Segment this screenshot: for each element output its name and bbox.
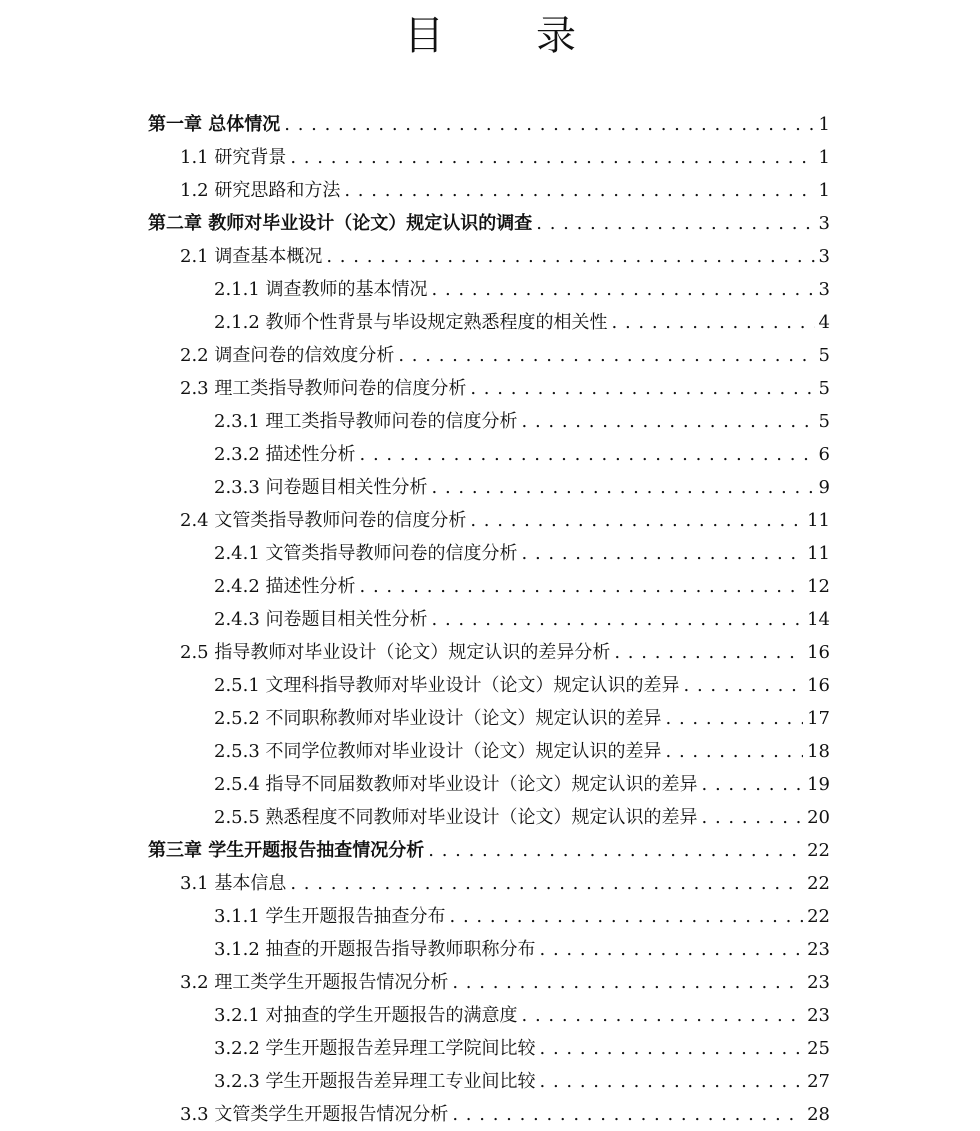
- dot-leader: [614, 636, 803, 669]
- toc-entry-page-number: 23: [807, 939, 830, 960]
- dot-leader: [290, 867, 803, 900]
- dot-leader: [360, 438, 815, 471]
- page-title: [0, 4, 980, 61]
- dot-leader: [432, 603, 804, 636]
- dot-leader: [540, 933, 804, 966]
- toc-entry[interactable]: [0, 999, 980, 1032]
- toc-entry-label: 2.4 文管类指导教师问卷的信度分析: [180, 510, 467, 531]
- toc-entry-page-number: 3: [818, 279, 830, 300]
- toc-entry-label: 3.2.2 学生开题报告差异理工学院间比较: [214, 1038, 536, 1059]
- toc-entry[interactable]: [0, 504, 980, 537]
- toc-entry[interactable]: [0, 141, 980, 174]
- toc-entry-label: 第一章 总体情况: [148, 114, 281, 135]
- toc-entry-page-number: 14: [807, 609, 830, 630]
- toc-entry-page-number: 3: [818, 213, 830, 234]
- toc-entry-label: 1.2 研究思路和方法: [180, 180, 341, 201]
- toc-entry-label: 3.2.3 学生开题报告差异理工专业间比较: [214, 1071, 536, 1092]
- toc-entry-label: 1.1 研究背景: [180, 147, 287, 168]
- toc-entry-label: 第三章 学生开题报告抽查情况分析: [148, 840, 425, 861]
- toc-entry-page-number: 5: [818, 411, 830, 432]
- toc-entry[interactable]: [0, 372, 980, 405]
- toc-entry-label: 2.5.3 不同学位教师对毕业设计（论文）规定认识的差异: [214, 741, 662, 762]
- toc-entry-page-number: 17: [807, 708, 830, 729]
- toc-entry-page-number: 23: [807, 972, 830, 993]
- dot-leader: [432, 471, 815, 504]
- toc-entry-page-number: 22: [807, 906, 830, 927]
- toc-entry[interactable]: [0, 801, 980, 834]
- toc-entry-label: 2.5.4 指导不同届数教师对毕业设计（论文）规定认识的差异: [214, 774, 698, 795]
- toc-entry-page-number: 11: [807, 543, 830, 564]
- toc-entry-page-number: 20: [807, 807, 830, 828]
- toc-entry-label: 3.2 理工类学生开题报告情况分析: [180, 972, 449, 993]
- toc-entry-page-number: 1: [818, 180, 830, 201]
- toc-entry[interactable]: [0, 273, 980, 306]
- dot-leader: [666, 735, 804, 768]
- toc-entry[interactable]: [0, 108, 980, 141]
- toc-entry[interactable]: [0, 669, 980, 702]
- toc-entry[interactable]: [0, 1098, 980, 1131]
- toc-entry-label: 2.4.3 问卷题目相关性分析: [214, 609, 428, 630]
- toc-entry-page-number: 22: [807, 873, 830, 894]
- toc-entry-page-number: 16: [807, 675, 830, 696]
- toc-entry[interactable]: [0, 570, 980, 603]
- toc-entry[interactable]: [0, 867, 980, 900]
- toc-entry-label: 2.5.5 熟悉程度不同教师对毕业设计（论文）规定认识的差异: [214, 807, 698, 828]
- dot-leader: [540, 1032, 804, 1065]
- table-of-contents: [0, 108, 980, 1131]
- dot-leader: [432, 273, 815, 306]
- toc-entry[interactable]: [0, 405, 980, 438]
- dot-leader: [344, 174, 814, 207]
- toc-entry-label: 2.5.2 不同职称教师对毕业设计（论文）规定认识的差异: [214, 708, 662, 729]
- toc-entry-label: 2.4.1 文管类指导教师问卷的信度分析: [214, 543, 518, 564]
- toc-entry-page-number: 23: [807, 1005, 830, 1026]
- toc-entry[interactable]: [0, 834, 980, 867]
- title-char-1: 目: [404, 13, 444, 59]
- dot-leader: [428, 834, 803, 867]
- toc-entry-label: 2.1.2 教师个性背景与毕设规定熟悉程度的相关性: [214, 312, 608, 333]
- toc-entry[interactable]: [0, 735, 980, 768]
- dot-leader: [290, 141, 814, 174]
- dot-leader: [666, 702, 804, 735]
- toc-entry[interactable]: [0, 1032, 980, 1065]
- toc-entry-page-number: 9: [818, 477, 830, 498]
- dot-leader: [452, 966, 803, 999]
- dot-leader: [684, 669, 804, 702]
- dot-leader: [522, 405, 815, 438]
- toc-entry-page-number: 3: [818, 246, 830, 267]
- toc-entry-label: 3.1.2 抽查的开题报告指导教师职称分布: [214, 939, 536, 960]
- dot-leader: [398, 339, 814, 372]
- toc-entry-label: 2.5 指导教师对毕业设计（论文）规定认识的差异分析: [180, 642, 611, 663]
- dot-leader: [702, 801, 804, 834]
- toc-entry[interactable]: [0, 1065, 980, 1098]
- toc-entry-label: 3.3 文管类学生开题报告情况分析: [180, 1104, 449, 1125]
- toc-entry[interactable]: [0, 339, 980, 372]
- title-char-2: 录: [536, 13, 576, 59]
- toc-entry-page-number: 4: [818, 312, 830, 333]
- toc-entry-label: 2.3.1 理工类指导教师问卷的信度分析: [214, 411, 518, 432]
- toc-entry-label: 3.1 基本信息: [180, 873, 287, 894]
- toc-entry[interactable]: [0, 240, 980, 273]
- toc-entry-label: 2.3.2 描述性分析: [214, 444, 356, 465]
- dot-leader: [284, 108, 814, 141]
- dot-leader: [470, 504, 803, 537]
- toc-entry[interactable]: [0, 966, 980, 999]
- toc-entry[interactable]: [0, 768, 980, 801]
- toc-entry-page-number: 22: [807, 840, 830, 861]
- dot-leader: [702, 768, 804, 801]
- toc-entry-page-number: 6: [818, 444, 830, 465]
- toc-entry-page-number: 25: [807, 1038, 830, 1059]
- toc-entry-page-number: 5: [818, 345, 830, 366]
- toc-entry[interactable]: [0, 306, 980, 339]
- toc-entry[interactable]: [0, 471, 980, 504]
- toc-entry-label: 2.1 调查基本概况: [180, 246, 323, 267]
- toc-entry-page-number: 1: [818, 114, 830, 135]
- dot-leader: [452, 1098, 803, 1131]
- dot-leader: [540, 1065, 804, 1098]
- toc-entry[interactable]: [0, 702, 980, 735]
- toc-entry-label: 2.3 理工类指导教师问卷的信度分析: [180, 378, 467, 399]
- toc-entry[interactable]: [0, 438, 980, 471]
- toc-entry[interactable]: [0, 933, 980, 966]
- toc-entry-page-number: 19: [807, 774, 830, 795]
- dot-leader: [522, 537, 804, 570]
- toc-entry[interactable]: [0, 537, 980, 570]
- dot-leader: [470, 372, 814, 405]
- toc-entry-label: 2.2 调查问卷的信效度分析: [180, 345, 395, 366]
- toc-entry-label: 3.1.1 学生开题报告抽查分布: [214, 906, 446, 927]
- toc-entry-label: 第二章 教师对毕业设计（论文）规定认识的调查: [148, 213, 533, 234]
- dot-leader: [326, 240, 814, 273]
- dot-leader: [360, 570, 804, 603]
- toc-entry-page-number: 28: [807, 1104, 830, 1125]
- toc-entry-label: 2.3.3 问卷题目相关性分析: [214, 477, 428, 498]
- toc-entry[interactable]: [0, 636, 980, 669]
- toc-entry-label: 2.5.1 文理科指导教师对毕业设计（论文）规定认识的差异: [214, 675, 680, 696]
- dot-leader: [450, 900, 804, 933]
- toc-entry-page-number: 1: [818, 147, 830, 168]
- toc-entry-page-number: 18: [807, 741, 830, 762]
- toc-entry[interactable]: [0, 603, 980, 636]
- toc-entry-page-number: 12: [807, 576, 830, 597]
- dot-leader: [536, 207, 814, 240]
- toc-entry-page-number: 27: [807, 1071, 830, 1092]
- toc-entry[interactable]: [0, 207, 980, 240]
- toc-entry[interactable]: [0, 900, 980, 933]
- toc-entry[interactable]: [0, 174, 980, 207]
- dot-leader: [612, 306, 815, 339]
- toc-entry-label: 3.2.1 对抽查的学生开题报告的满意度: [214, 1005, 518, 1026]
- toc-entry-page-number: 16: [807, 642, 830, 663]
- toc-entry-page-number: 11: [807, 510, 830, 531]
- toc-entry-page-number: 5: [818, 378, 830, 399]
- toc-entry-label: 2.1.1 调查教师的基本情况: [214, 279, 428, 300]
- toc-entry-label: 2.4.2 描述性分析: [214, 576, 356, 597]
- dot-leader: [522, 999, 804, 1032]
